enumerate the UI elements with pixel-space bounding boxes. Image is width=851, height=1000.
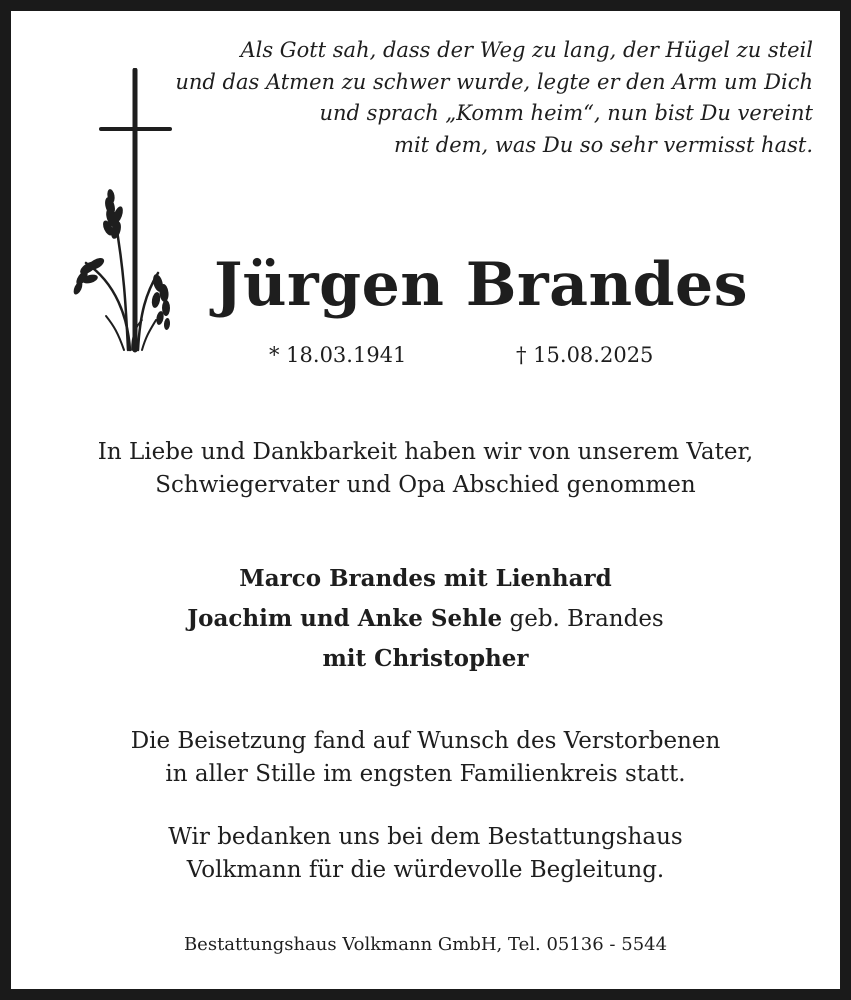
family-line-2-maiden: geb. Brandes — [502, 606, 664, 632]
family-line-1: Marco Brandes mit Lienhard — [239, 565, 612, 592]
intro-line: In Liebe und Dankbarkeit haben wir von unserem Vater, — [97, 439, 754, 465]
thanks-line: Wir bedanken uns bei dem Bestattungshaus — [168, 824, 683, 850]
family-line-2-names: Joachim und Anke Sehle — [187, 605, 503, 632]
intro-line: Schwiegervater und Opa Abschied genommen — [155, 472, 696, 498]
poem-line: mit dem, was Du so sehr vermisst hast. — [394, 132, 813, 157]
death-date: † 15.08.2025 — [516, 343, 654, 367]
family-line-2 — [11, 599, 840, 639]
family-line-3: mit Christopher — [322, 645, 529, 672]
poem-line: und das Atmen zu schwer wurde, legte er den Arm um Dich — [175, 69, 813, 94]
poem-line: Als Gott sah, dass der Weg zu lang, der Hügel zu steil — [240, 38, 813, 62]
funeral-home-footer: Bestattungshaus Volkmann GmbH, Tel. 05136 - 5544 — [183, 934, 668, 955]
thanks-text — [11, 821, 840, 887]
poem — [175, 35, 813, 161]
funeral-line: Die Beisetzung fand auf Wunsch des Verstorbenen — [130, 728, 721, 754]
deceased-name: Jürgen Brandes — [214, 250, 748, 320]
family-names — [11, 559, 840, 679]
intro-text — [11, 436, 840, 502]
funeral-line: in aller Stille im engsten Familienkreis statt. — [165, 761, 686, 787]
birth-date: * 18.03.1941 — [269, 343, 407, 367]
thanks-line: Volkmann für die würdevolle Begleitung. — [186, 857, 665, 883]
funeral-text — [11, 725, 840, 791]
obituary-notice — [11, 11, 840, 989]
poem-line: und sprach „Komm heim“, nun bist Du vereint — [319, 101, 813, 125]
cross-with-wheat-icon — [66, 68, 176, 353]
